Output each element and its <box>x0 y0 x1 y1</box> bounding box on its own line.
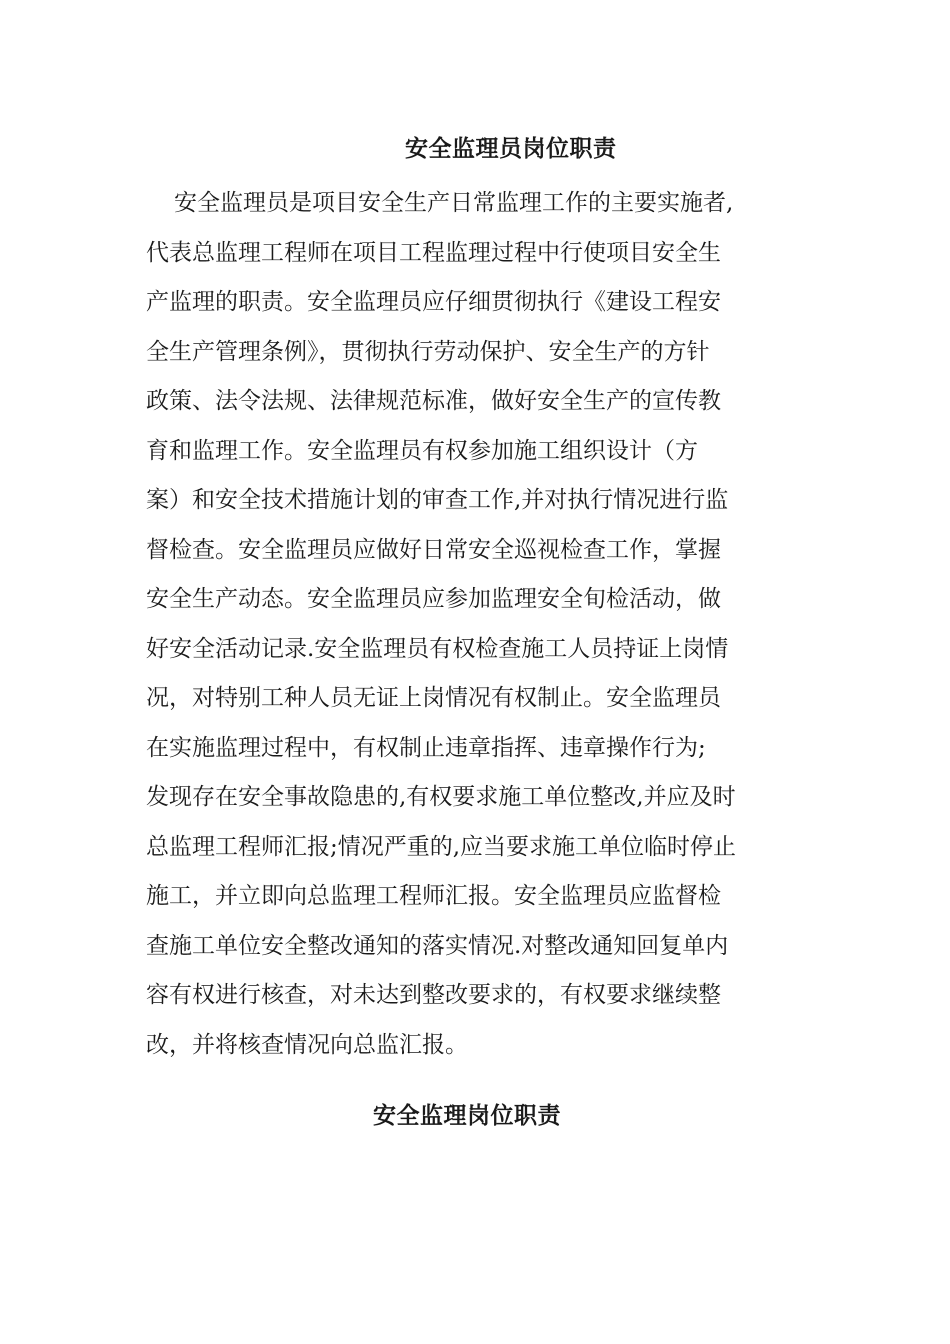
paragraph-line: 督检查。安全监理员应做好日常安全巡视检查工作，掌握 <box>146 536 721 563</box>
section-title: 安全监理岗位职责 <box>373 1102 561 1129</box>
paragraph-line: 案）和安全技术措施计划的审查工作,并对执行情况进行监 <box>146 487 729 513</box>
paragraph-line: 安全生产动态。安全监理员应参加监理安全旬检活动，做 <box>146 586 721 612</box>
paragraph-line: 查施工单位安全整改通知的落实情况.对整改通知回复单内 <box>146 932 729 959</box>
paragraph-line: 况，对特别工种人员无证上岗情况有权制止。安全监理员 <box>146 685 721 711</box>
paragraph-line: 发现存在安全事故隐患的,有权要求施工单位整改,并应及时 <box>146 784 736 810</box>
paragraph-line: 容有权进行核查，对未达到整改要求的，有权要求继续整 <box>146 982 721 1008</box>
body-paragraph <box>146 179 806 1070</box>
paragraph-line: 产监理的职责。安全监理员应仔细贯彻执行《建设工程安 <box>146 289 721 315</box>
paragraph-line: 育和监理工作。安全监理员有权参加施工组织设计（方 <box>146 437 698 464</box>
paragraph-line: 改，并将核查情况向总监汇报。 <box>146 1031 468 1058</box>
paragraph-line: 施工，并立即向总监理工程师汇报。安全监理员应监督检 <box>146 883 721 909</box>
paragraph-line: 代表总监理工程师在项目工程监理过程中行使项目安全生 <box>146 239 721 266</box>
paragraph-line: 在实施监理过程中，有权制止违章指挥、违章操作行为; <box>146 734 706 761</box>
paragraph-line: 政策、法令法规、法律规范标准，做好安全生产的宣传教 <box>146 388 721 414</box>
paragraph-line: 好安全活动记录.安全监理员有权检查施工人员持证上岗情 <box>146 635 729 662</box>
paragraph-line: 全生产管理条例》，贯彻执行劳动保护、安全生产的方针 <box>146 338 710 365</box>
paragraph-line: 安全监理员是项目安全生产日常监理工作的主要实施者, <box>174 190 734 216</box>
paragraph-line: 总监理工程师汇报;情况严重的,应当要求施工单位临时停止 <box>146 833 737 860</box>
document-title: 安全监理员岗位职责 <box>405 135 617 162</box>
